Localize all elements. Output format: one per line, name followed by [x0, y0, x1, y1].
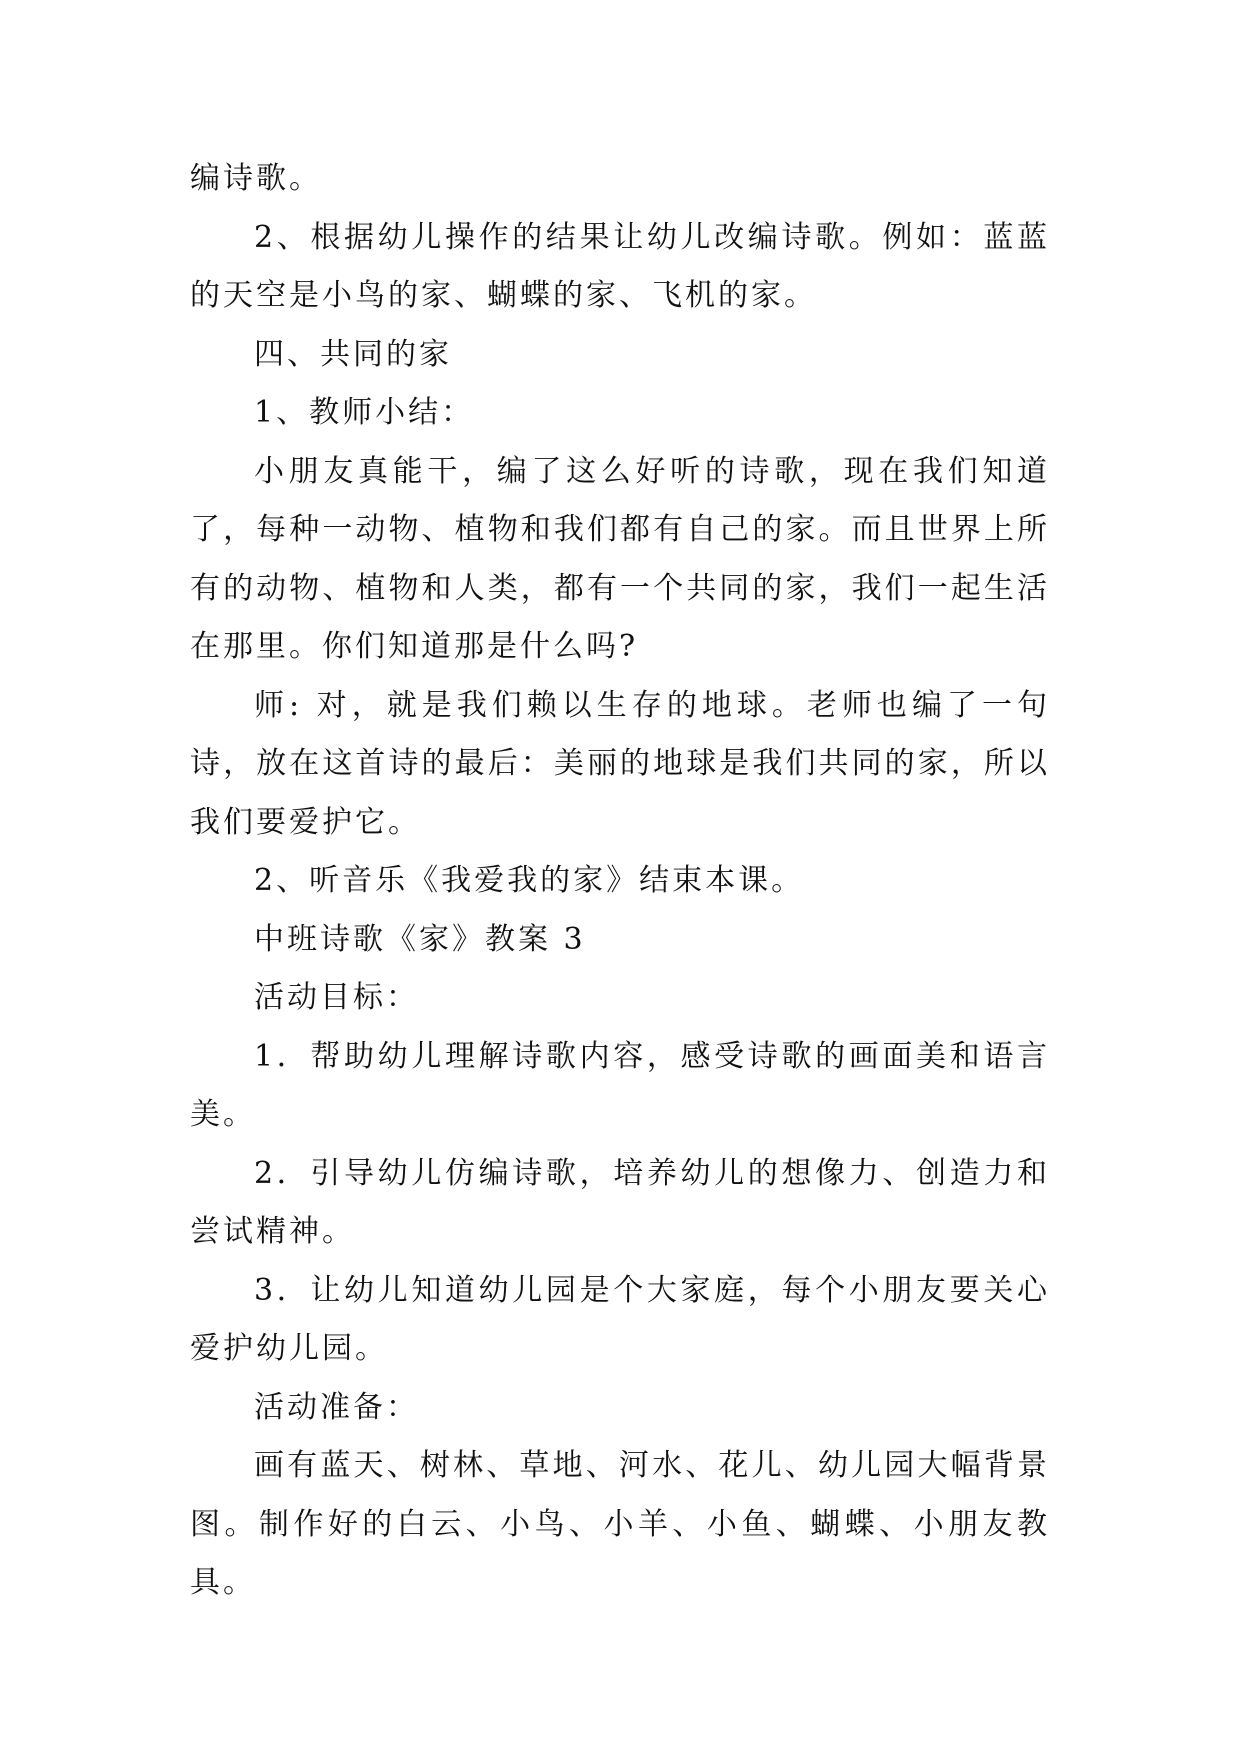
paragraph-teacher-earth: 师: 对，就是我们赖以生存的地球。老师也编了一句诗，放在这首诗的最后：美丽的地球是我们共同的家，所以我们要爱护它。 [190, 687, 1050, 840]
paragraph-continuation: 编诗歌。 [190, 161, 322, 196]
activity-goals-heading: 活动目标： [254, 980, 419, 1015]
preparation-materials: 画有蓝天、树林、草地、河水、花儿、幼儿园大幅背景图。制作好的白云、小鸟、小羊、小鱼、蝴蝶、小朋友教具。 [190, 1448, 1050, 1600]
document-body [190, 150, 1050, 1613]
paragraph-teacher-summary: 小朋友真能干，编了这么好听的诗歌，现在我们知道了，每种一动物、植物和我们都有自己的家。而且世界上所有的动物、植物和人类，都有一个共同的家，我们一起生活在那里。你们知道那是什么吗? [190, 453, 1050, 664]
activity-preparation-heading: 活动准备： [254, 1389, 419, 1425]
paragraph-teacher-summary-label: 1、教师小结： [254, 395, 475, 430]
goal-item-2: 2．引导幼儿仿编诗歌，培养幼儿的想像力、创造力和尝试精神。 [190, 1155, 1050, 1249]
section-heading-shared-home: 四、共同的家 [254, 336, 452, 372]
goal-item-3: 3．让幼儿知道幼儿园是个大家庭，每个小朋友要关心爱护幼儿园。 [190, 1272, 1050, 1366]
paragraph-step-2-adapt-poem: 2、根据幼儿操作的结果让幼儿改编诗歌。例如：蓝蓝的天空是小鸟的家、蝴蝶的家、飞机的家。 [190, 219, 1050, 313]
paragraph-music-ending: 2、听音乐《我爱我的家》结束本课。 [254, 863, 805, 898]
lesson-plan-title: 中班诗歌《家》教案 3 [254, 921, 586, 957]
goal-item-1: 1．帮助幼儿理解诗歌内容，感受诗歌的画面美和语言美。 [190, 1038, 1050, 1132]
